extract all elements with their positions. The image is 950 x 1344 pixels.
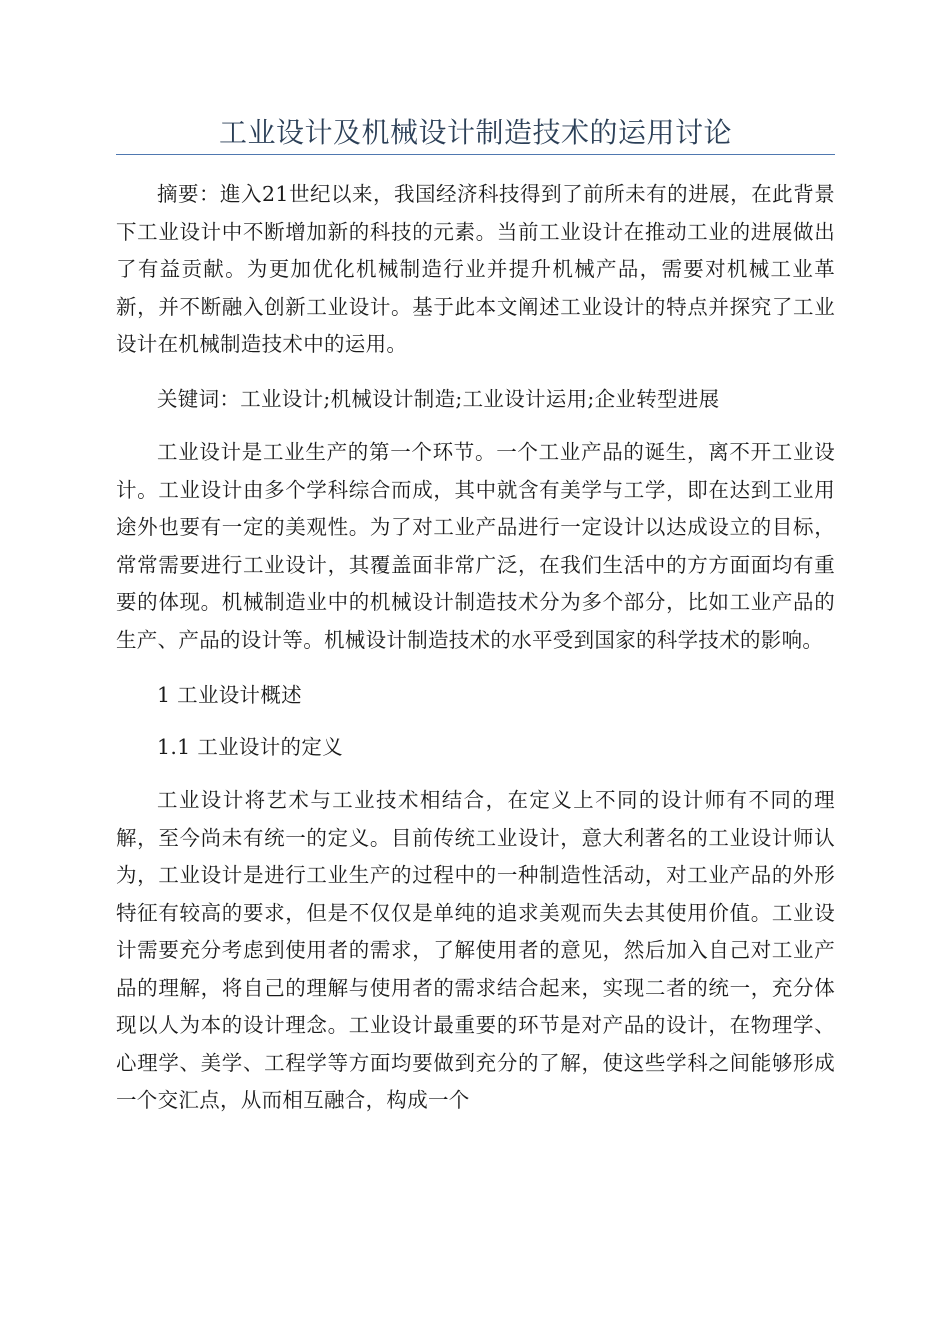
section-heading-1-1: 1.1 工业设计的定义 [157, 734, 343, 759]
document-page [116, 112, 835, 1120]
section-heading-1: 1 工业设计概述 [157, 683, 302, 707]
document-title: 工业设计及机械设计制造技术的运用讨论 [218, 116, 732, 149]
intro-paragraph: 工业设计是工业生产的第一个环节。一个工业产品的诞生，离不开工业设计。工业设计由多个学科综合而成，其中就含有美学与工学，即在达到工业用途外也要有一定的美观性。为了对工业产品进行一定设计以达成设立的目标，常常需要进行工业设计，其覆盖面非常广泛，在我们生活中的方方面面均有重要的体现。机械制造业中的机械设计制造技术分为多个部分，比如工业产品的生产、产品的设计等。机械设计制造技术的水平受到国家的科学技术的影响。 [116, 440, 835, 652]
title-underline [116, 154, 835, 155]
keywords-paragraph: 关键词：工业设计;机械设计制造;工业设计运用;企业转型进展 [157, 386, 720, 411]
definition-paragraph: 工业设计将艺术与工业技术相结合，在定义上不同的设计师有不同的理解，至今尚未有统一的定义。目前传统工业设计，意大利著名的工业设计师认为，工业设计是进行工业生产的过程中的一种制造性活动，对工业产品的外形特征有较高的要求，但是不仅仅是单纯的追求美观而失去其使用价值。工业设计需要充分考虑到使用者的需求，了解使用者的意见，然后加入自己对工业产品的理解，将自己的理解与使用者的需求结合起来，实现二者的统一，充分体现以人为本的设计理念。工业设计最重要的环节是对产品的设计，在物理学、心理学、美学、工程学等方面均要做到充分的了解，使这些学科之间能够形成一个交汇点，从而相互融合，构成一个 [116, 788, 835, 1112]
abstract-paragraph: 摘要：進入21世纪以来，我国经济科技得到了前所未有的进展，在此背景下工业设计中不断增加新的科技的元素。当前工业设计在推动工业的进展做出了有益贡献。为更加优化机械制造行业并提升机械产品，需要对机械工业革新，并不断融入创新工业设计。基于此本文阐述工业设计的特点并探究了工业设计在机械制造技术中的运用。 [116, 182, 835, 356]
